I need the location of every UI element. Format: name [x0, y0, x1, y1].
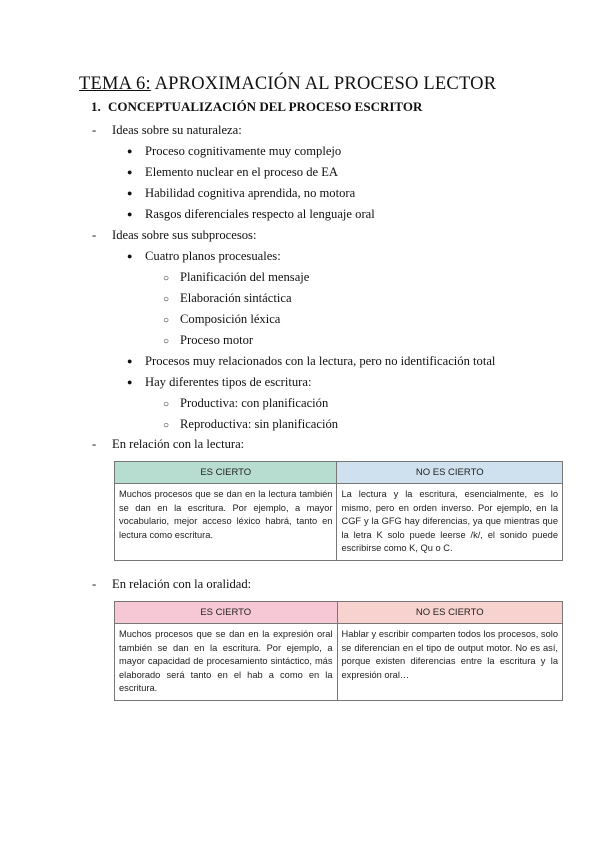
table-row — [115, 484, 563, 561]
sub-list-item-text: Planificación del mensaje — [180, 270, 310, 284]
oralidad-col1-cell: Muchos procesos que se dan en la expresión oral también se dan en la escritura. Por ejemplo, a mayor capacidad de procesamiento sintáctico, más elaborado será tanto en el hab a como en la escritura. — [115, 624, 338, 701]
sub-list-item-text: Elaboración sintáctica — [180, 291, 292, 305]
circle-marker: ○ — [163, 420, 170, 431]
list-item — [127, 375, 311, 390]
oralidad-col2-cell: Hablar y escribir comparten todos los procesos, solo se diferencian en el tipo de output motor. No es así, porque existen diferencias entre la escritura y la expresión oral… — [337, 624, 562, 701]
list-item — [127, 165, 338, 180]
lectura-col2-cell: La lectura y la escritura, esencialmente, es lo mismo, pero en orden inverso. Por ejemplo, en la CGF y la GFG hay diferencias, ya que mientras que la letra K solo puede leerse /k/, el sonido puede escribirse como K, Qu o C. — [337, 484, 563, 561]
list-item-text: Procesos muy relacionados con la lectura, pero no identificación total — [145, 354, 496, 368]
lectura-table — [114, 461, 563, 561]
dash-marker: - — [92, 437, 97, 451]
naturaleza-label-line — [92, 123, 242, 138]
dash-marker: - — [92, 577, 97, 591]
dash-marker: - — [92, 228, 97, 242]
oralidad-col1-header: ES CIERTO — [115, 602, 338, 624]
circle-marker: ○ — [163, 336, 170, 347]
circle-marker: ○ — [163, 273, 170, 284]
bullet-marker: ● — [127, 167, 133, 177]
circle-marker: ○ — [163, 294, 170, 305]
lectura-col2-header: NO ES CIERTO — [337, 462, 563, 484]
bullet-marker: ● — [127, 188, 133, 198]
oralidad-label: En relación con la oralidad: — [112, 577, 252, 591]
circle-marker: ○ — [163, 315, 170, 326]
naturaleza-label: Ideas sobre su naturaleza: — [112, 123, 242, 137]
bullet-marker: ● — [127, 251, 133, 261]
table-row — [115, 624, 563, 701]
section-number: 1. — [91, 99, 101, 114]
oralidad-col2-header: NO ES CIERTO — [337, 602, 562, 624]
list-item-text: Rasgos diferenciales respecto al lenguaje oral — [145, 207, 375, 221]
sub-list-item — [163, 417, 338, 432]
table-header-row — [115, 602, 563, 624]
document-title — [79, 74, 496, 95]
title-rest: APROXIMACIÓN AL PROCESO LECTOR — [150, 74, 497, 94]
list-item-text: Elemento nuclear en el proceso de EA — [145, 165, 339, 179]
planos-label: Cuatro planos procesuales: — [145, 249, 281, 263]
lectura-label: En relación con la lectura: — [112, 437, 245, 451]
sub-list-item-text: Reproductiva: sin planificación — [180, 417, 339, 431]
list-item — [127, 249, 281, 264]
sub-list-item — [163, 396, 328, 411]
table-header-row — [115, 462, 563, 484]
lectura-col1-header: ES CIERTO — [115, 462, 337, 484]
subprocesos-label-line — [92, 228, 256, 243]
lectura-col1-cell: Muchos procesos que se dan en la lectura también se dan en la escritura. Por ejemplo, a mayor vocabulario, mejor acceso léxico habrá, tanto en lectura como escritura. — [115, 484, 337, 561]
lectura-label-line — [92, 437, 244, 452]
dash-marker: - — [92, 123, 97, 137]
sub-list-item-text: Composición léxica — [180, 312, 281, 326]
subprocesos-label: Ideas sobre sus subprocesos: — [112, 228, 257, 242]
bullet-marker: ● — [127, 209, 133, 219]
sub-list-item — [163, 270, 309, 285]
sub-list-item — [163, 291, 292, 306]
sub-list-item — [163, 312, 280, 327]
list-item — [127, 186, 355, 201]
sub-list-item-text: Proceso motor — [180, 333, 254, 347]
list-item-text: Habilidad cognitiva aprendida, no motora — [145, 186, 356, 200]
section-heading-text: CONCEPTUALIZACIÓN DEL PROCESO ESCRITOR — [108, 99, 423, 114]
sub-list-item-text: Productiva: con planificación — [180, 396, 329, 410]
bullet-marker: ● — [127, 356, 133, 366]
list-item — [127, 354, 495, 369]
list-item — [127, 144, 341, 159]
list-item — [127, 207, 375, 222]
oralidad-table — [114, 601, 563, 701]
title-tema: TEMA 6: — [79, 74, 151, 94]
sub-list-item — [163, 333, 253, 348]
tipos-label: Hay diferentes tipos de escritura: — [145, 375, 312, 389]
oralidad-label-line — [92, 577, 251, 592]
section-heading — [91, 99, 422, 115]
bullet-marker: ● — [127, 377, 133, 387]
bullet-marker: ● — [127, 146, 133, 156]
circle-marker: ○ — [163, 399, 170, 410]
list-item-text: Proceso cognitivamente muy complejo — [145, 144, 342, 158]
